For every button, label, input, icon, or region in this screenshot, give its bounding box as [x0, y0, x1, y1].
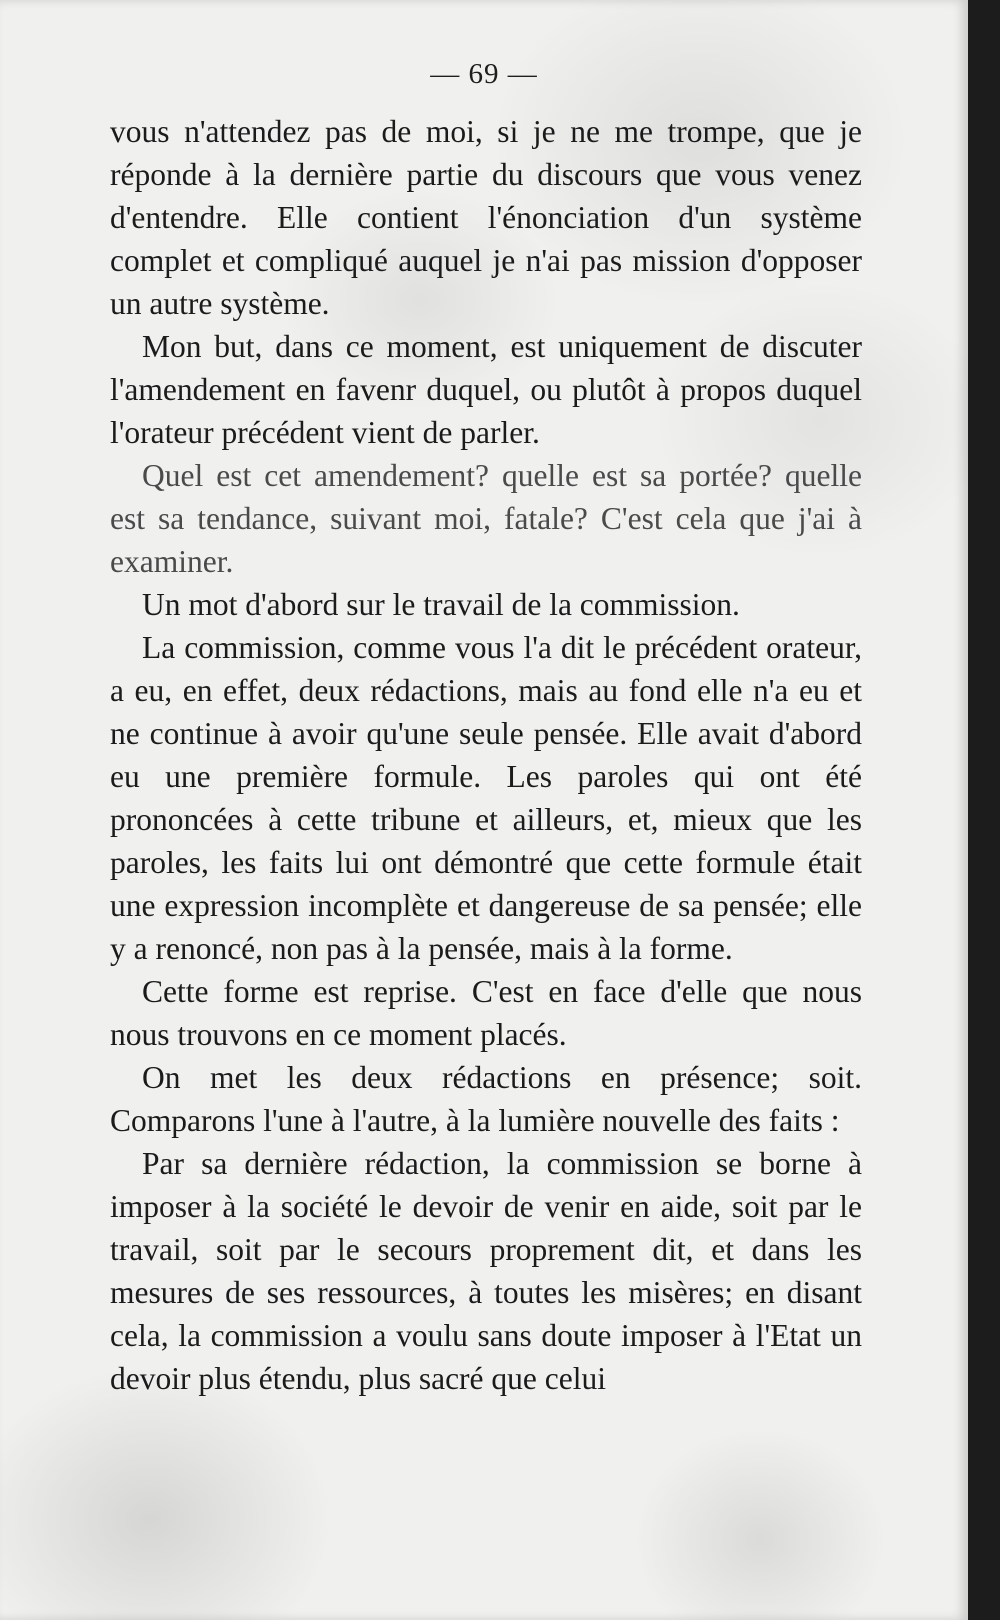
paragraph: Par sa dernière rédaction, la commission se borne à imposer à la société le devoir de venir en aide, soit par le travail, soit par le secours proprement dit, et dans les mesures de ses ressources, à toutes les misères; en disant cela, la commission a voulu sans doute imposer à l'Etat un devoir plus étendu, plus sacré que celui: [110, 1146, 862, 1396]
body-text: [110, 110, 862, 1400]
paragraph: On met les deux rédactions en présence; soit. Comparons l'une à l'autre, à la lumière nouvelle des faits :: [110, 1060, 862, 1138]
paragraph: Cette forme est reprise. C'est en face d'elle que nous nous trouvons en ce moment placés.: [110, 974, 862, 1052]
page-number: — 69 —: [430, 58, 538, 90]
paragraph: Quel est cet amendement? quelle est sa portée? quelle est sa tendance, suivant moi, fatale? C'est cela que j'ai à examiner.: [110, 458, 862, 579]
paragraph: La commission, comme vous l'a dit le précédent orateur, a eu, en effet, deux rédactions, mais au fond elle n'a eu et ne continue à avoir qu'une seule pensée. Elle avait d'abord eu une première formule. Les paroles qui ont été prononcées à cette tribune et ailleurs, et, mieux que les paroles, les faits lui ont démontré que cette formule était une expression incomplète et dangereuse de sa pensée; elle y a renoncé, non pas à la pensée, mais à la forme.: [110, 630, 862, 966]
paragraph: Mon but, dans ce moment, est uniquement de discuter l'amendement en favenr duquel, ou plutôt à propos duquel l'orateur précédent vient de parler.: [110, 329, 862, 450]
paragraph: Un mot d'abord sur le travail de la commission.: [142, 587, 740, 622]
paragraph: vous n'attendez pas de moi, si je ne me trompe, que je réponde à la dernière partie du discours que vous venez d'entendre. Elle contient l'énonciation d'un système complet et compliqué auquel je n'ai pas mission d'opposer un autre système.: [110, 114, 862, 321]
